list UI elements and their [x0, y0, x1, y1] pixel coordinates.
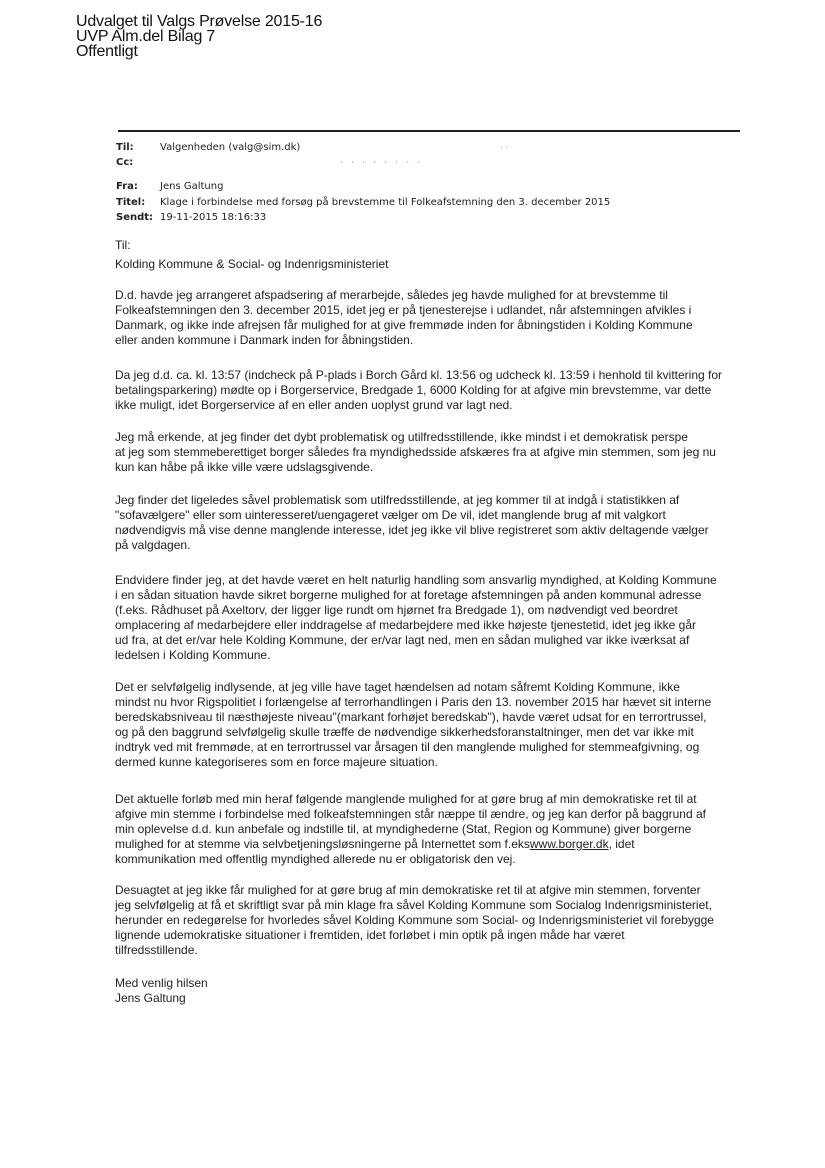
line-text: kun kan håbe på ikke ville være udslagsgivende. — [115, 460, 374, 474]
closing: Med venlig hilsen — [115, 976, 208, 990]
paragraph — [115, 288, 775, 348]
line-text: eller anden kommune i Danmark inden for åbningstiden. — [115, 333, 414, 347]
line-text: (f.eks. Rådhuset på Axeltorv, der ligger lige rundt om hjørnet fra Bredgade 1), om nødvendigt ved beordret — [115, 603, 678, 617]
line-text: afgive min stemme i forbindelse med folkeafstemningen står næppe til ændre, og jeg kan derfor på baggrund af — [115, 807, 706, 821]
line-text: Det er selvfølgelig indlysende, at jeg ville have taget hændelsen ad notam såfremt Kolding Kommune, ikke — [115, 680, 680, 694]
line-text: Endvidere finder jeg, at det havde været en helt naturlig handling som ansvarlig myndighed, at Kolding Kommune — [115, 573, 717, 587]
paragraph-line — [115, 318, 775, 333]
to-label: Til: — [116, 142, 134, 153]
sent-value: 19-11-2015 18:16:33 — [160, 212, 267, 223]
line-text: jeg selvfølgelig at få et skriftligt svar på min klage fra såvel Kolding Kommune som Socialog Indenrigsministeriet, — [115, 898, 712, 912]
paragraph — [115, 680, 775, 770]
paragraph-line — [115, 822, 775, 837]
borger-dk-link[interactable]: www.borger.dk — [529, 837, 609, 851]
line-text: og på den baggrund selvfølgelig skulle træffe de nødvendige sikkerhedsforanstaltninger, men det var ikke mit — [115, 725, 694, 739]
paragraph-line — [115, 573, 775, 588]
paragraph-line — [115, 523, 775, 538]
line-text: lignende udemokratiske situationer i fremtiden, idet forløbet i min optik på ingen måde har været — [115, 928, 625, 942]
line-text: Desuagtet at jeg ikke får mulighed for at gøre brug af min demokratiske ret til at afgive min stemmen, forventer — [115, 883, 701, 897]
paragraph-line — [115, 913, 775, 928]
line-text: at jeg som stemmeberettiget borger således fra myndighedsside afskæres fra at afgive min stemmen, som jeg nu — [115, 445, 716, 459]
paragraph-line — [115, 493, 775, 508]
line-text: i en sådan situation havde sikret borgerne mulighed for at foretage afstemningen på anden kommunal adresse — [115, 588, 702, 602]
sent-label: Sendt: — [116, 212, 154, 223]
email-from-row — [116, 181, 223, 193]
line-text: Folkeafstemningen den 3. december 2015, idet jeg er på tjenesterejse i udlandet, når afstemningen afvikles i — [115, 303, 692, 317]
line-text: tilfredsstillende. — [115, 943, 198, 957]
from-value: Jens Galtung — [160, 181, 224, 192]
document-stamp — [76, 14, 322, 59]
paragraph-line — [115, 755, 775, 770]
paragraph-line — [115, 725, 775, 740]
paragraph-line — [115, 928, 775, 943]
paragraph-line — [115, 398, 775, 413]
line-text: kommunikation med offentlig myndighed allerede nu er obligatorisk den vej. — [115, 852, 516, 866]
paragraph-line — [115, 792, 775, 807]
to-value: Valgenheden (valg@sim.dk) — [160, 142, 301, 153]
paragraph-line — [115, 603, 775, 618]
paragraph-line — [115, 383, 775, 398]
paragraph-line — [115, 695, 775, 710]
line-text: Jeg finder det ligeledes såvel problematisk som utilfredsstillende, at jeg kommer til at indgå i statistikken af — [115, 493, 680, 507]
paragraph-line — [115, 368, 775, 383]
paragraph — [115, 368, 775, 413]
email-sent-row — [116, 212, 266, 224]
paragraph-line — [115, 333, 775, 348]
stamp-line-committee: Udvalget til Valgs Prøvelse 2015-16 — [76, 13, 323, 30]
signature: Jens Galtung — [115, 991, 186, 1005]
paragraph — [115, 883, 775, 958]
paragraph-line — [115, 648, 775, 663]
cc-label: Cc: — [116, 157, 134, 168]
redacted-to: ·· — [500, 143, 512, 152]
paragraph-line — [115, 633, 775, 648]
line-text: omplacering af medarbejdere eller inddragelse af medarbejdere med ikke højeste tjenestetid, idet jeg ikke går — [115, 618, 696, 632]
line-text: betalingsparkering) mødte op i Borgerservice, Bredgade 1, 6000 Kolding for at afgive min brevstemme, var dette — [115, 383, 712, 397]
line-text: Da jeg d.d. ca. kl. 13:57 (indcheck på P-plads i Borch Gård kl. 13:56 og udcheck kl. 13:59 i henhold til kvittering for — [115, 368, 723, 382]
subject-value: Klage i forbindelse med forsøg på brevstemme til Folkeafstemning den 3. december 2015 — [160, 197, 611, 208]
paragraph — [115, 430, 775, 475]
link-trailing-text: , idet — [608, 837, 635, 851]
line-text: mulighed for at stemme via selvbetjeningsløsningerne på Internettet som f.eks — [115, 837, 530, 851]
stamp-line-reference: UVP Alm.del Bilag 7 — [76, 28, 216, 45]
paragraph-line — [115, 288, 775, 303]
redacted-cc: · · · · · · · · — [340, 158, 424, 167]
paragraph-line — [115, 303, 775, 318]
paragraph-line — [115, 538, 775, 553]
email-subject-row — [116, 197, 610, 209]
paragraph — [115, 792, 775, 867]
line-text: nødvendigvis må vise denne manglende interesse, idet jeg ikke vil blive registreret som aktiv deltagende vælger — [115, 523, 709, 537]
paragraph-line — [115, 807, 775, 822]
line-text: Jeg må erkende, at jeg finder det dybt problematisk og utilfredsstillende, ikke mindst i et demokratisk perspe — [115, 430, 688, 444]
paragraph-line — [115, 710, 775, 725]
paragraph-line — [115, 680, 775, 695]
paragraph-line — [115, 883, 775, 898]
paragraph-line — [115, 852, 775, 867]
line-text: indtryk ved mit fremmøde, at en terrortrussel var årsagen til den manglende mulighed for stemmeafgivning, og — [115, 740, 700, 754]
line-text: dermed kunne kategoriseres som en force majeure situation. — [115, 755, 438, 769]
paragraph — [115, 573, 775, 663]
paragraph-line — [115, 740, 775, 755]
line-text: herunder en redegørelse for hvorledes såvel Kolding Kommune som Social- og Indenrigsministeriet vil forebygge — [115, 913, 714, 927]
paragraph — [115, 493, 775, 553]
line-text: ikke muligt, idet Borgerservice af en eller anden uoplyst grund var lagt ned. — [115, 398, 513, 412]
paragraph-line — [115, 460, 775, 475]
email-to-row — [116, 142, 300, 154]
paragraph-line — [115, 837, 775, 852]
line-text: Det aktuelle forløb med min heraf følgende manglende mulighed for at gøre brug af min demokratiske ret til at — [115, 792, 697, 806]
line-text: mindst nu hvor Rigspolitiet i forlængelse af terrorhandlingen i Paris den 13. november 2015 har hævet sit interne — [115, 695, 712, 709]
paragraph-line — [115, 943, 775, 958]
body-recipient: Kolding Kommune & Social- og Indenrigsministeriet — [115, 257, 389, 271]
body-to-label: Til: — [115, 238, 131, 252]
from-label: Fra: — [116, 181, 138, 192]
stamp-line-status: Offentligt — [76, 43, 138, 60]
paragraph-line — [115, 430, 775, 445]
paragraph-line — [115, 618, 775, 633]
line-text: min oplevelse d.d. kun anbefale og indstille til, at myndighederne (Stat, Region og Kommune) giver borgerne — [115, 822, 692, 836]
line-text: D.d. havde jeg arrangeret afspadsering af merarbejde, således jeg havde mulighed for at brevstemme til — [115, 288, 668, 302]
paragraph-line — [115, 445, 775, 460]
line-text: "sofavælgere" eller som uinteresseret/uengageret vælger om De vil, idet manglende brug af mit valgkort — [115, 508, 666, 522]
line-text: på valgdagen. — [115, 538, 191, 552]
paragraph-line — [115, 588, 775, 603]
line-text: Danmark, og ikke inde afrejsen får mulighed for at give fremmøde inden for åbningstiden i Kolding Kommune — [115, 318, 693, 332]
line-text: ledelsen i Kolding Kommune. — [115, 648, 271, 662]
email-cc-row — [116, 157, 160, 169]
line-text: beredskabsniveau til næsthøjeste niveau"(markant forhøjet beredskab"), havde været udsat for en terrortrussel, — [115, 710, 707, 724]
subject-label: Titel: — [116, 197, 146, 208]
paragraph-line — [115, 508, 775, 523]
paragraph-line — [115, 898, 775, 913]
line-text: ud fra, at det er/var hele Kolding Kommune, der er/var lagt ned, men en sådan mulighed var ikke iværksat af — [115, 633, 690, 647]
header-divider — [118, 130, 740, 132]
